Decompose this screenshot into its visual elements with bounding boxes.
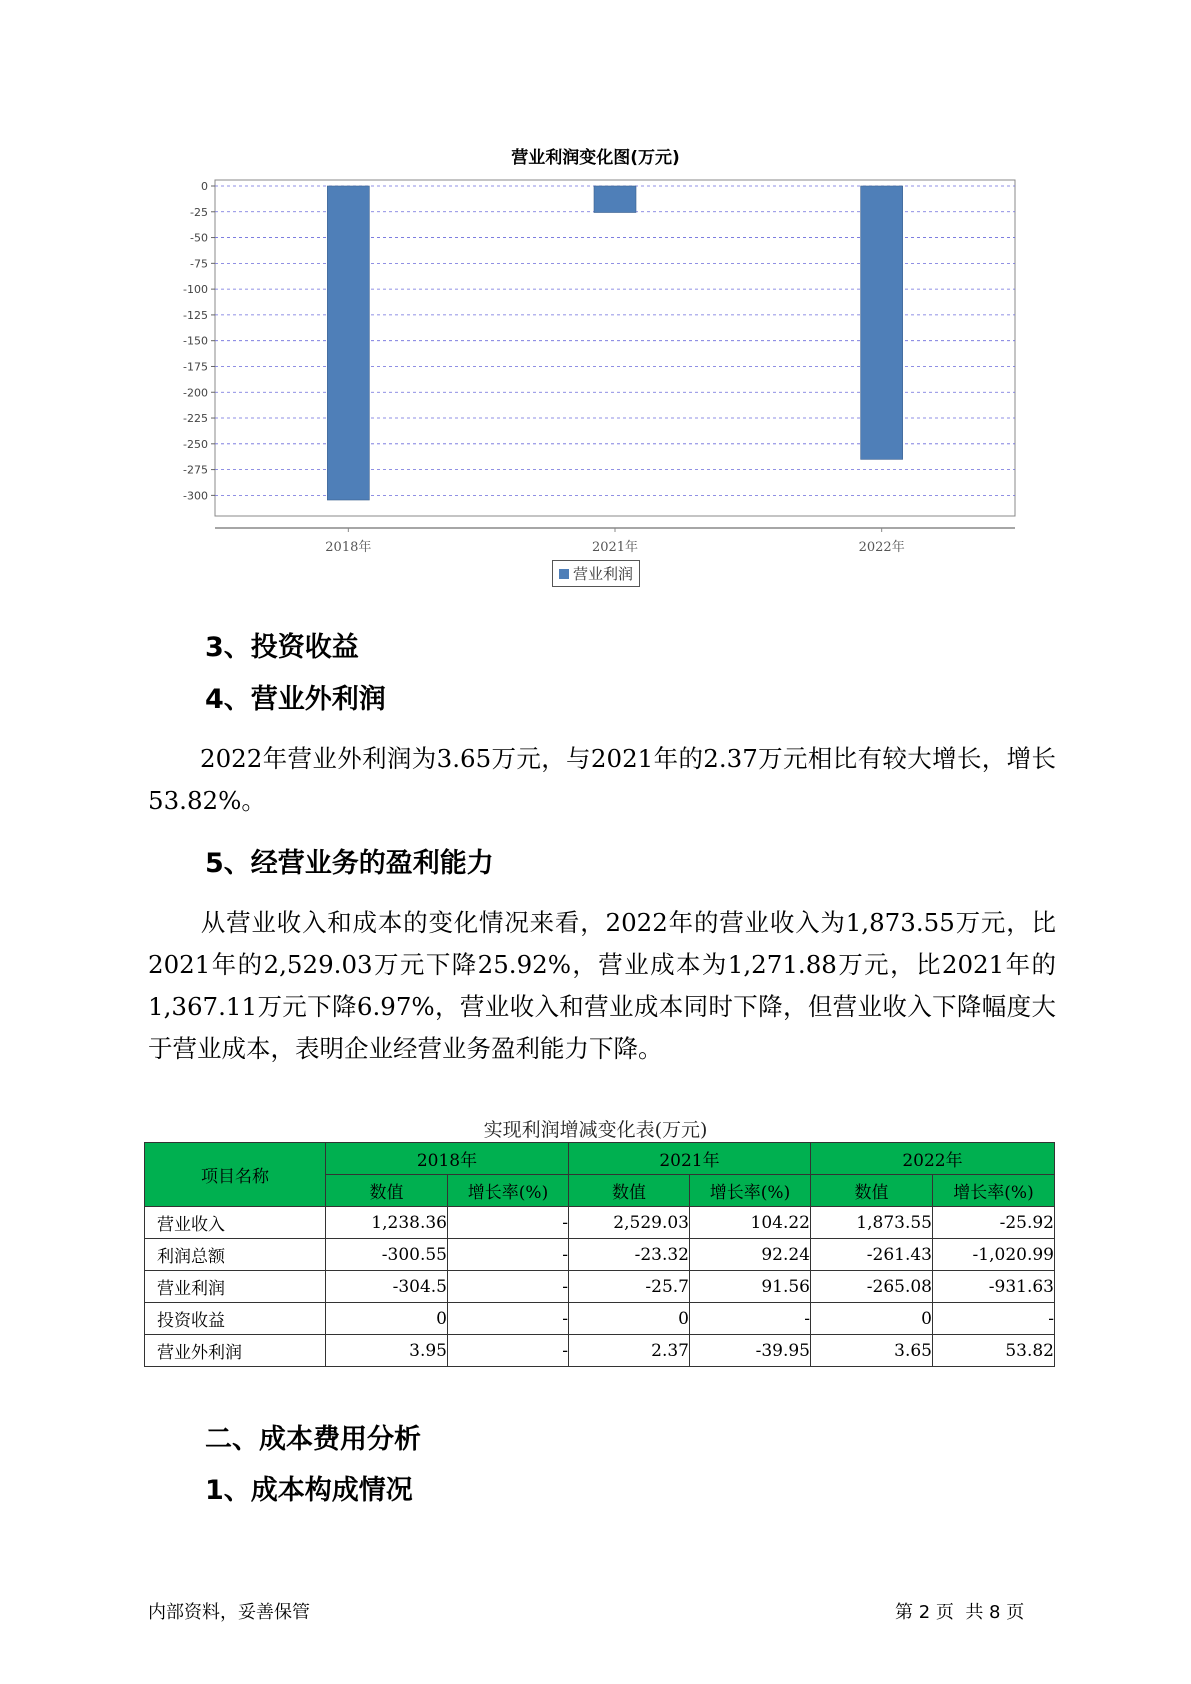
profit-change-table	[144, 1142, 1055, 1367]
cell: -	[448, 1239, 569, 1271]
chart-title: 营业利润变化图(万元)	[511, 148, 680, 168]
table-row	[145, 1335, 1055, 1367]
cell: -931.63	[933, 1271, 1055, 1303]
table-caption: 实现利润增减变化表(万元)	[483, 1119, 708, 1141]
header-item-name: 项目名称	[145, 1143, 326, 1207]
cell: 53.82	[933, 1335, 1055, 1367]
cell: -	[448, 1335, 569, 1367]
y-tick-label: -250	[183, 437, 208, 451]
cell: -39.95	[690, 1335, 811, 1367]
cell: 104.22	[690, 1207, 811, 1239]
paragraph-profitability: 从营业收入和成本的变化情况来看，2022年的营业收入为1,873.55万元，比2021年的2,529.03万元下降25.92%，营业成本为1,271.88万元，比2021年的1,367.11万元下降6.97%，营业收入和营业成本同时下降，但营业收入下降幅度大于营业成本，表明企业经营业务盈利能力下降。	[148, 908, 1056, 1063]
x-tick-label: 2022年	[858, 540, 905, 555]
y-tick-label: -200	[183, 386, 208, 400]
cell: -265.08	[811, 1271, 933, 1303]
y-tick-label: -25	[190, 205, 208, 219]
x-tick-label: 2021年	[591, 540, 639, 555]
cell: -300.55	[326, 1239, 448, 1271]
footer-page-number: 第 2 页 共 8 页	[895, 1602, 1025, 1623]
y-tick-label: -100	[183, 283, 208, 297]
cell: -	[448, 1303, 569, 1335]
cell: 2,529.03	[569, 1207, 690, 1239]
header-value: 数值	[811, 1175, 933, 1207]
y-tick-label: -300	[183, 489, 208, 503]
header-growth: 增长率(%)	[933, 1175, 1055, 1207]
row-label: 营业收入	[145, 1207, 326, 1239]
cell: -	[448, 1207, 569, 1239]
cell: -261.43	[811, 1239, 933, 1271]
bar-chart	[150, 170, 1030, 560]
y-tick-label: -275	[183, 463, 208, 477]
cell: 1,238.36	[326, 1207, 448, 1239]
cell: -	[933, 1303, 1055, 1335]
header-year-2022: 2022年	[811, 1143, 1055, 1175]
y-tick-label: -75	[190, 257, 208, 271]
table-row	[145, 1271, 1055, 1303]
cell: 3.65	[811, 1335, 933, 1367]
bar	[861, 186, 903, 459]
heading-profitability: 5、经营业务的盈利能力	[205, 848, 494, 879]
cell: 0	[569, 1303, 690, 1335]
cell: -25.92	[933, 1207, 1055, 1239]
table-header-row-years	[145, 1143, 1055, 1175]
cell: -23.32	[569, 1239, 690, 1271]
heading-non-operating-profit: 4、营业外利润	[205, 684, 386, 715]
row-label: 营业外利润	[145, 1335, 326, 1367]
cell: -304.5	[326, 1271, 448, 1303]
cell: -	[448, 1271, 569, 1303]
cell: 92.24	[690, 1239, 811, 1271]
cell: 1,873.55	[811, 1207, 933, 1239]
table-row	[145, 1303, 1055, 1335]
y-tick-label: -150	[183, 334, 208, 348]
cell: -1,020.99	[933, 1239, 1055, 1271]
bar	[594, 186, 636, 213]
paragraph-non-operating-profit: 2022年营业外利润为3.65万元，与2021年的2.37万元相比有较大增长，增长53.82%。	[148, 744, 1056, 815]
y-tick-label: -125	[183, 308, 208, 322]
cell: 3.95	[326, 1335, 448, 1367]
cell: -	[690, 1303, 811, 1335]
table-row	[145, 1239, 1055, 1271]
header-year-2018: 2018年	[326, 1143, 569, 1175]
cell: 91.56	[690, 1271, 811, 1303]
row-label: 营业利润	[145, 1271, 326, 1303]
chart-legend	[552, 560, 640, 587]
y-tick-label: 0	[201, 180, 208, 193]
footer-confidential-note: 内部资料，妥善保管	[148, 1602, 310, 1623]
table-row	[145, 1207, 1055, 1239]
heading-cost-structure: 1、成本构成情况	[205, 1475, 413, 1506]
header-growth: 增长率(%)	[690, 1175, 811, 1207]
header-year-2021: 2021年	[569, 1143, 811, 1175]
y-tick-label: -50	[190, 231, 208, 245]
legend-swatch	[559, 569, 569, 579]
header-value: 数值	[326, 1175, 448, 1207]
header-growth: 增长率(%)	[448, 1175, 569, 1207]
y-tick-label: -175	[183, 360, 208, 374]
row-label: 投资收益	[145, 1303, 326, 1335]
cell: 0	[326, 1303, 448, 1335]
legend-label: 营业利润	[573, 565, 634, 583]
y-tick-label: -225	[183, 412, 208, 426]
heading-investment-income: 3、投资收益	[205, 632, 359, 663]
row-label: 利润总额	[145, 1239, 326, 1271]
x-tick-label: 2018年	[325, 540, 372, 555]
cell: -25.7	[569, 1271, 690, 1303]
cell: 0	[811, 1303, 933, 1335]
heading-cost-analysis: 二、成本费用分析	[205, 1424, 421, 1455]
cell: 2.37	[569, 1335, 690, 1367]
header-value: 数值	[569, 1175, 690, 1207]
bar	[327, 186, 369, 500]
